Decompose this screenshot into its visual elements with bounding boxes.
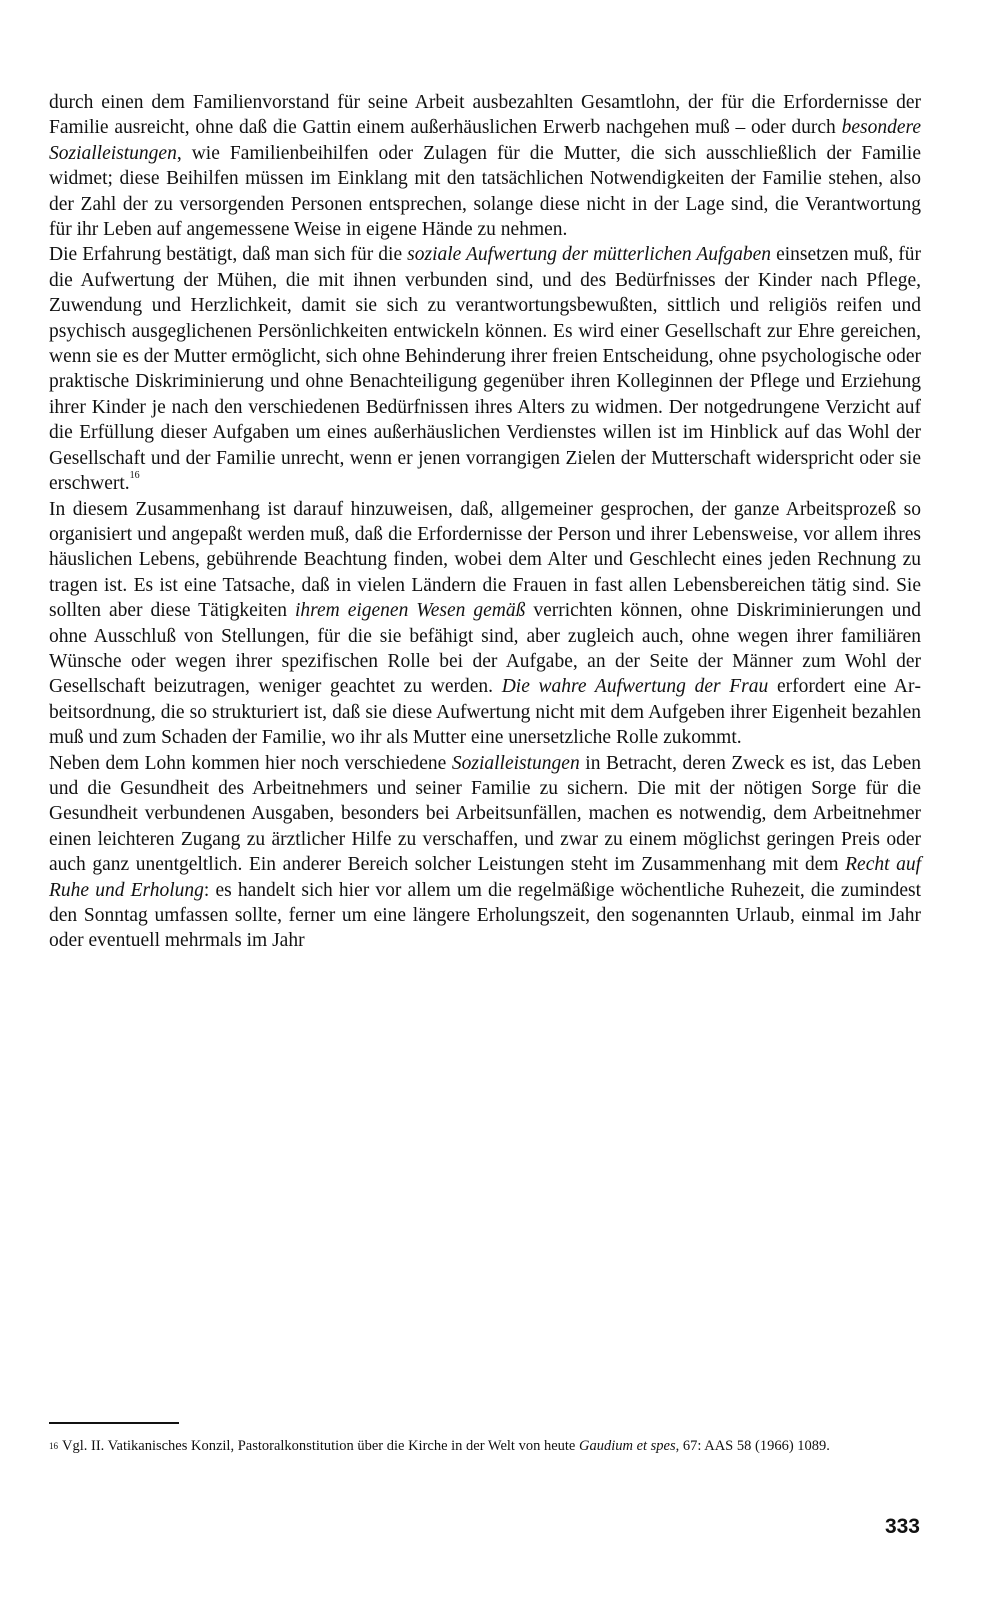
text-run: : es handelt sich hier vor allem um die regelmäßige wöchentliche Ruhezeit, die zumindest den Sonntag umfassen sollte, ferner um eine längere Erholungszeit, den sogenannten Urlaub, einmal im Jahr oder eventuell mehrmals im Jahr xyxy=(49,879,921,952)
italic-run: Die wahre Aufwertung der Frau xyxy=(501,676,769,698)
paragraph-1 xyxy=(49,90,921,242)
footnote-divider xyxy=(49,1422,179,1424)
italic-run: Recht auf Ruhe und Erholung xyxy=(49,854,921,901)
paragraph-3 xyxy=(49,497,921,751)
text-run: Neben dem Lohn kommen hier noch verschiedene xyxy=(49,752,452,774)
footnote-text: Vgl. II. Vatikanisches Konzil, Pastoralkonstitution über die Kirche in der Welt von heute xyxy=(62,1438,579,1454)
paragraph-4 xyxy=(49,751,921,954)
text-run: in Betracht, deren Zweck es ist, das Leben und die Gesundheit des Arbeitnehmers und seiner Familie zu sichern. Die mit der nötigen Sorge für die Gesundheit verbundenen Ausgaben, besonders bei Arbeitsunfällen, machen es notwendig, dem Arbeitnehmer einen leichteren Zugang zu ärztlicher Hilfe zu verschaffen, und zwar zu einem möglichst geringen Preis oder auch ganz unentgeltlich. Ein anderer Bereich solcher Leistungen steht im Zusammenhang mit dem xyxy=(49,752,921,876)
italic-run: ihrem eigenen Wesen gemäß xyxy=(294,600,526,622)
text-run: Die Erfahrung bestätigt, daß man sich für die xyxy=(49,244,408,266)
footnote-italic: Gaudium et spes xyxy=(578,1438,676,1454)
footnote xyxy=(49,1436,921,1456)
italic-run: besondere Sozialleistungen xyxy=(49,117,921,164)
italic-run: Sozialleistungen xyxy=(451,752,580,774)
text-run: In diesem Zusammenhang ist darauf hinzuweisen, daß, allgemeiner gesprochen, der ganze Arbeitsprozeß so organisiert und angepaßt werden muß, daß die Erfordernisse der Person und ihrer Lebensweise, vor allem ihres häuslichen Lebens, gebührende Beachtung finden, wobei dem Alter und Geschlecht eines jeden Rechnung zu tragen ist. Es ist eine Tatsache, daß in vielen Ländern die Frauen in fast allen Lebensbereichen tätig sind. Sie sollten aber diese Tätigkeiten xyxy=(49,498,921,622)
text-run: verrichten können, ohne Diskriminierungen und ohne Ausschluß von Stellungen, für die sie befähigt sind, aber zugleich auch, ohne wegen ihrer familiären Wünsche oder wegen ihrer spezifischen Rolle bei der Aufgabe, an der Seite der Männer zum Wohl der Gesellschaft beizutragen, weniger geachtet zu werden. xyxy=(49,600,922,698)
footnote-mark: 16 xyxy=(49,1441,58,1451)
paragraph-2 xyxy=(49,242,921,496)
footnote-text: , 67: AAS 58 (1966) 1089. xyxy=(675,1438,830,1454)
italic-run: soziale Aufwertung der mütterlichen Aufgaben xyxy=(407,244,772,266)
text-run: durch einen dem Familienvorstand für seine Arbeit ausbezahlten Gesamtlohn, der für die Erfordernisse der Familie ausreicht, ohne daß die Gattin einem außerhäuslichen Erwerb nachgehen muß – oder durch xyxy=(49,92,921,139)
text-run: erfordert eine Arbeitsordnung, die so strukturiert ist, daß sie diese Aufwertung nicht mit dem Aufgeben ihrer Eigenheit bezahlen muß und zum Schaden der Familie, wo ihr als Mutter eine unersetzliche Rolle zukommt. xyxy=(49,676,921,749)
body-text xyxy=(49,90,921,954)
page-number: 333 xyxy=(884,1515,920,1538)
footnote-reference: 16 xyxy=(129,470,140,482)
text-run: , wie Familienbeihilfen oder Zulagen für die Mutter, die sich ausschließlich der Familie widmet; diese Beihilfen müssen im Einklang mit den tatsächlichen Notwendigkeiten der Familie stehen, also der Zahl der zu versorgenden Personen entsprechen, solange diese nicht in der Lage sind, die Verantwortung für ihr Leben auf angemessene Weise in eigene Hände zu nehmen. xyxy=(49,142,921,241)
text-run: einsetzen muß, für die Aufwertung der Mühen, die mit ihnen verbunden sind, und des Bedürfnisses der Kinder nach Pflege, Zuwendung und Herzlichkeit, damit sie sich zu verantwortungsbewußten, sittlich und religiös reifen und psychisch ausgeglichenen Persönlichkeiten entwickeln können. Es wird einer Gesellschaft zur Ehre gereichen, wenn sie es der Mutter ermöglicht, sich ohne Behinderung ihrer freien Entscheidung, ohne psychologische oder praktische Diskriminierung und ohne Benachteiligung gegenüber ihren Kolleginnen der Pflege und Erziehung ihrer Kinder je nach den verschiedenen Bedürfnissen ihres Alters zu widmen. Der notgedrungene Verzicht auf die Erfüllung dieser Aufgaben um eines außerhäuslichen Verdienstes willen ist im Hinblick auf das Wohl der Gesellschaft und der Familie unrecht, wenn er jenen vorrangigen Zielen der Mutterschaft widerspricht oder sie erschwert. xyxy=(49,244,921,495)
